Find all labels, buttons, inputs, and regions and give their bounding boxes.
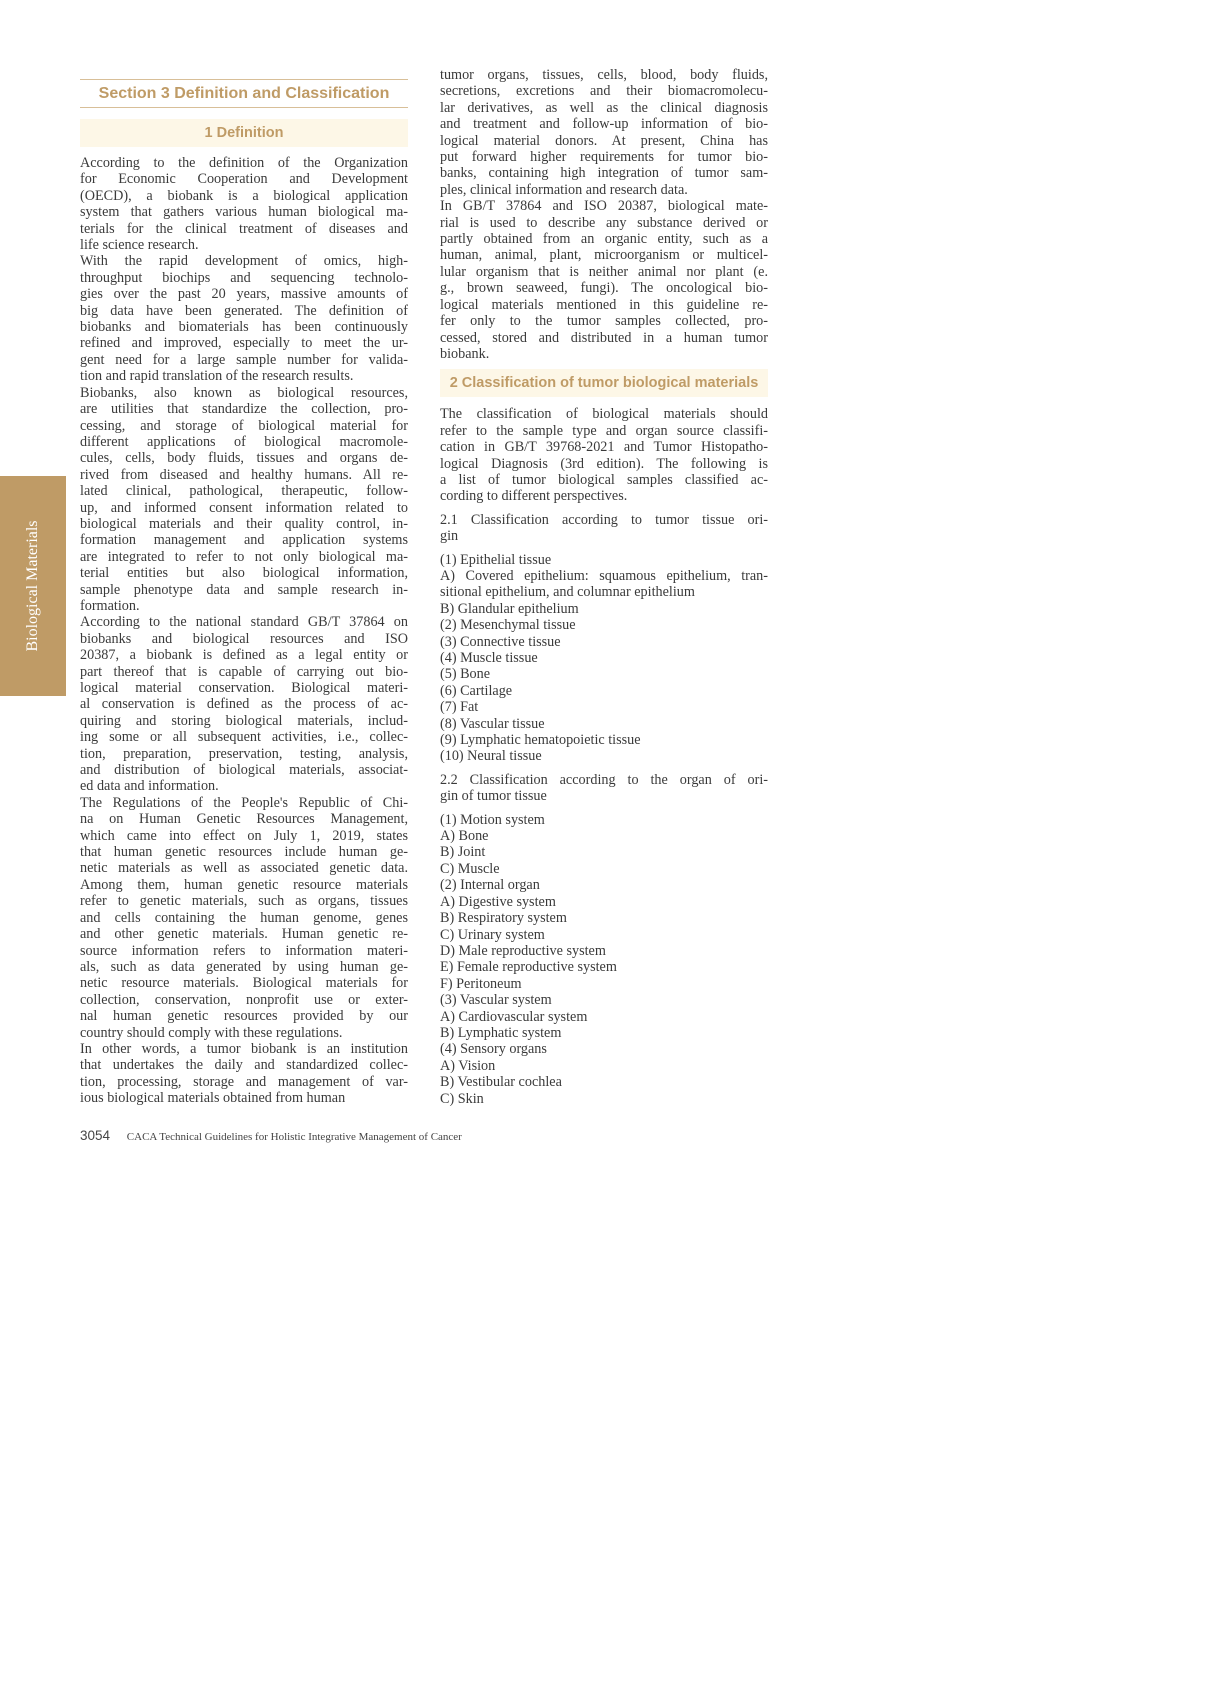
text-line: human, animal, plant, microorganism or multicel-: [440, 247, 768, 264]
text-line: rived from diseased and healthy humans. All re-: [80, 466, 408, 483]
text-line: logical Diagnosis (3rd edition). The following is: [440, 455, 768, 472]
text-line: ing some or all subsequent activities, i.e., collec-: [80, 729, 408, 746]
text-line: refer to the sample type and organ source classifi-: [440, 422, 768, 439]
text-line: lated clinical, pathological, therapeutic, follow-: [80, 483, 408, 500]
side-tab: [0, 476, 66, 696]
left-column: [80, 60, 408, 1107]
text-line: F) Peritoneum: [440, 975, 522, 992]
text-line: fer only to the tumor samples collected, pro-: [440, 313, 768, 330]
text-line: In other words, a tumor biobank is an institution: [80, 1040, 408, 1057]
text-line: The classification of biological materials should: [440, 406, 768, 423]
paragraph: [80, 614, 408, 794]
text-line: E) Female reproductive system: [440, 959, 617, 976]
text-line: In GB/T 37864 and ISO 20387, biological mate-: [440, 198, 768, 215]
list-2-2: [440, 812, 768, 1107]
text-line: quiring and storing biological materials, includ-: [80, 712, 408, 729]
paragraph: [80, 155, 408, 253]
text-line: are utilities that standardize the collection, pro-: [80, 401, 408, 418]
paragraph: [80, 1041, 408, 1107]
text-line: (2) Mesenchymal tissue: [440, 617, 576, 634]
text-line: tumor organs, tissues, cells, blood, body fluids,: [440, 67, 768, 83]
text-line: different applications of biological macromole-: [80, 433, 408, 450]
text-line: tion, preparation, preservation, testing, analysis,: [80, 745, 408, 762]
text-line: 2.2 Classification according to the organ of ori-: [440, 771, 768, 788]
text-line: na on Human Genetic Resources Management,: [80, 811, 408, 828]
text-line: tion and rapid translation of the research results.: [80, 368, 354, 385]
text-line: biobanks and biomaterials has been continuously: [80, 319, 408, 336]
text-line: cation in GB/T 39768-2021 and Tumor Histopatho-: [440, 439, 768, 456]
text-line: refer to genetic materials, such as organs, tissues: [80, 893, 408, 910]
text-line: rial is used to describe any substance derived or: [440, 214, 768, 231]
text-line: The Regulations of the People's Republic of Chi-: [80, 794, 408, 811]
text-line: netic materials as well as associated genetic data.: [80, 860, 408, 877]
heading-2-2: [440, 772, 768, 805]
text-line: (4) Muscle tissue: [440, 650, 538, 666]
text-line: life science research.: [80, 237, 199, 254]
paragraph: [80, 385, 408, 615]
classification-intro: [440, 406, 768, 504]
text-line: that undertakes the daily and standardized collec-: [80, 1057, 408, 1074]
paragraph: [440, 198, 768, 362]
section-title: Section 3 Definition and Classification: [80, 79, 408, 108]
text-line: cules, cells, body fluids, tissues and organs de-: [80, 450, 408, 467]
text-line: (1) Motion system: [440, 811, 545, 828]
text-line: A) Covered epithelium: squamous epithelium, tran-: [440, 567, 768, 584]
text-line: C) Urinary system: [440, 926, 545, 943]
list-2-1: [440, 552, 768, 765]
text-line: country should comply with these regulations.: [80, 1024, 343, 1041]
text-line: B) Vestibular cochlea: [440, 1074, 562, 1091]
text-line: and cells containing the human genome, genes: [80, 909, 408, 926]
text-line: B) Glandular epithelium: [440, 600, 579, 617]
text-line: B) Lymphatic system: [440, 1024, 562, 1041]
text-line: tion, processing, storage and management of var-: [80, 1073, 408, 1090]
text-line: (2) Internal organ: [440, 877, 540, 894]
paragraph: [80, 253, 408, 384]
text-line: and other genetic materials. Human genetic re-: [80, 926, 408, 943]
paragraph: [80, 795, 408, 1041]
text-line: (7) Fat: [440, 699, 479, 716]
text-line: biobank.: [440, 345, 490, 362]
text-line: lar derivatives, as well as the clinical diagnosis: [440, 99, 768, 116]
page-number: 3054: [80, 1128, 111, 1143]
text-line: Among them, human genetic resource materials: [80, 876, 408, 893]
heading-2-1: [440, 512, 768, 545]
text-line: gin of tumor tissue: [440, 788, 547, 805]
text-line: sample phenotype data and sample research in-: [80, 581, 408, 598]
journal-title: CACA Technical Guidelines for Holistic Integrative Management of Cancer: [126, 1131, 462, 1143]
text-line: logical materials mentioned in this guideline re-: [440, 296, 768, 313]
text-line: 2.1 Classification according to tumor tissue ori-: [440, 511, 768, 528]
text-line: cessed, stored and distributed in a human tumor: [440, 329, 768, 346]
text-line: B) Respiratory system: [440, 910, 567, 927]
text-line: and treatment and follow-up information of bio-: [440, 116, 768, 133]
text-line: partly obtained from an organic entity, such as a: [440, 231, 768, 248]
text-line: up, and informed consent information related to: [80, 499, 408, 516]
text-line: (1) Epithelial tissue: [440, 551, 552, 568]
text-line: cessing, and storage of biological material for: [80, 417, 408, 434]
text-line: According to the definition of the Organization: [80, 155, 408, 171]
text-line: secretions, excretions and their biomacromolecu-: [440, 83, 768, 100]
text-line: that human genetic resources include human ge-: [80, 844, 408, 861]
right-top-text: [440, 67, 768, 362]
text-line: A) Digestive system: [440, 893, 556, 910]
text-line: terials for the clinical treatment of diseases and: [80, 220, 408, 237]
text-line: al conservation is defined as the process of ac-: [80, 696, 408, 713]
text-line: A) Cardiovascular system: [440, 1008, 588, 1025]
text-line: gent need for a large sample number for valida-: [80, 351, 408, 368]
text-line: ed data and information.: [80, 778, 219, 795]
text-line: gin: [440, 528, 459, 545]
subsection-title-definition: 1 Definition: [80, 119, 408, 147]
text-line: which came into effect on July 1, 2019, states: [80, 827, 408, 844]
text-line: netic resource materials. Biological materials for: [80, 975, 408, 992]
text-line: With the rapid development of omics, high-: [80, 253, 408, 270]
text-line: for Economic Cooperation and Development: [80, 171, 408, 188]
text-line: formation management and application systems: [80, 532, 408, 549]
text-line: cording to different perspectives.: [440, 488, 628, 505]
text-line: big data have been generated. The definition of: [80, 302, 408, 319]
text-line: ples, clinical information and research data.: [440, 181, 688, 198]
text-line: collection, conservation, nonprofit use or exter-: [80, 991, 408, 1008]
text-line: nal human genetic resources provided by our: [80, 1008, 408, 1025]
text-line: According to the national standard GB/T 37864 on: [80, 614, 408, 631]
text-line: are integrated to refer to not only biological ma-: [80, 548, 408, 565]
text-line: refined and improved, especially to meet the ur-: [80, 335, 408, 352]
text-line: ious biological materials obtained from human: [80, 1090, 346, 1107]
text-line: (4) Sensory organs: [440, 1041, 547, 1058]
text-line: lular organism that is neither animal nor plant (e.: [440, 263, 768, 280]
text-line: biological materials and their quality control, in-: [80, 515, 408, 532]
text-line: A) Vision: [440, 1057, 496, 1074]
text-line: throughput biochips and sequencing technolo-: [80, 269, 408, 286]
text-line: source information refers to information materi-: [80, 942, 408, 959]
text-line: (10) Neural tissue: [440, 748, 542, 765]
text-line: B) Joint: [440, 844, 486, 861]
text-line: sitional epithelium, and columnar epithelium: [440, 584, 695, 601]
text-line: gies over the past 20 years, massive amounts of: [80, 286, 408, 303]
text-line: D) Male reproductive system: [440, 942, 606, 959]
text-line: (OECD), a biobank is a biological application: [80, 187, 408, 204]
paragraph: [440, 67, 768, 198]
right-column: [440, 67, 768, 1107]
text-line: als, such as data generated by using human ge-: [80, 958, 408, 975]
text-line: put forward higher requirements for tumor bio-: [440, 149, 768, 166]
text-line: biobanks and biological resources and ISO: [80, 630, 408, 647]
text-line: (9) Lymphatic hematopoietic tissue: [440, 732, 641, 749]
text-line: (5) Bone: [440, 666, 491, 683]
text-line: (3) Connective tissue: [440, 633, 561, 650]
text-line: terial entities but also biological information,: [80, 565, 408, 582]
text-line: and distribution of biological materials, associat-: [80, 762, 408, 779]
left-body: [80, 155, 408, 1107]
subsection-title-classification: 2 Classification of tumor biological materials: [440, 369, 768, 397]
text-line: (8) Vascular tissue: [440, 715, 545, 732]
text-line: formation.: [80, 597, 140, 614]
page-footer: [80, 1128, 462, 1143]
text-line: C) Skin: [440, 1090, 484, 1107]
text-line: Biobanks, also known as biological resources,: [80, 384, 408, 401]
text-line: logical material donors. At present, China has: [440, 132, 768, 149]
text-line: banks, containing high integration of tumor sam-: [440, 165, 768, 182]
text-line: (3) Vascular system: [440, 992, 552, 1009]
side-tab-label: Biological Materials: [24, 520, 41, 652]
text-line: logical material conservation. Biological materi-: [80, 680, 408, 696]
text-line: part thereof that is capable of carrying out bio-: [80, 663, 408, 680]
text-line: A) Bone: [440, 828, 489, 845]
text-line: g., brown seaweed, fungi). The oncological bio-: [440, 280, 768, 297]
text-line: (6) Cartilage: [440, 682, 513, 699]
text-line: system that gathers various human biological ma-: [80, 204, 408, 221]
text-line: a list of tumor biological samples classified ac-: [440, 471, 768, 488]
text-line: 20387, a biobank is defined as a legal entity or: [80, 647, 408, 664]
text-line: C) Muscle: [440, 860, 500, 877]
